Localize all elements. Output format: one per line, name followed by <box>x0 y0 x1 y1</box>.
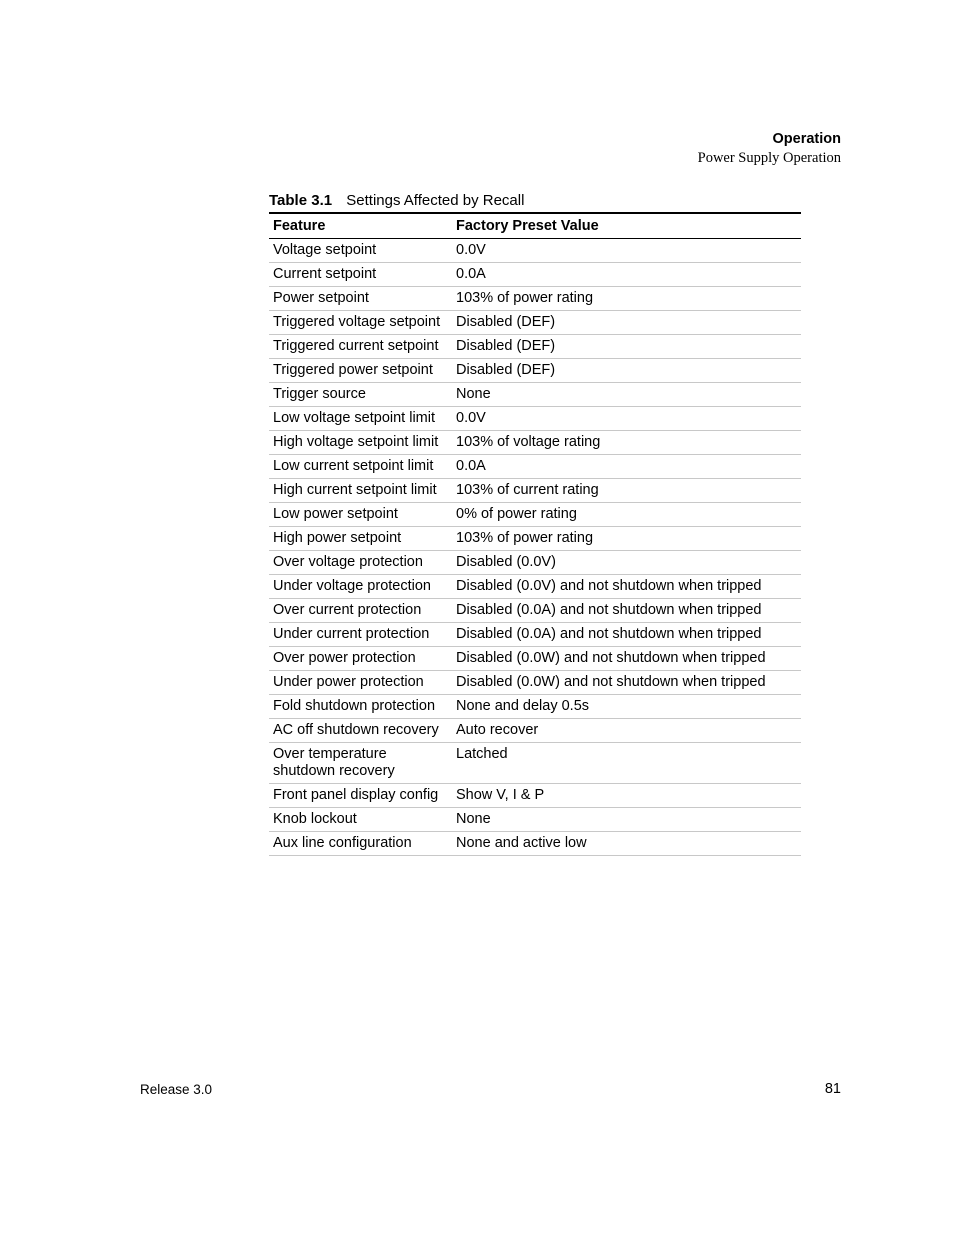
value-cell: 0.0V <box>452 239 801 263</box>
value-cell: 103% of current rating <box>452 479 801 503</box>
feature-cell: Low current setpoint limit <box>269 455 452 479</box>
table-row <box>269 479 801 503</box>
feature-cell: Current setpoint <box>269 263 452 287</box>
value-cell: 103% of voltage rating <box>452 431 801 455</box>
table-row <box>269 311 801 335</box>
value-cell: Disabled (0.0A) and not shutdown when tripped <box>452 623 801 647</box>
value-cell: Disabled (0.0V) and not shutdown when tripped <box>452 575 801 599</box>
table-row <box>269 287 801 311</box>
value-cell: None <box>452 808 801 832</box>
table-caption-title: Settings Affected by Recall <box>346 192 525 209</box>
table-row <box>269 503 801 527</box>
feature-cell: Voltage setpoint <box>269 239 452 263</box>
value-cell: 0.0V <box>452 407 801 431</box>
table-row <box>269 263 801 287</box>
table-row <box>269 335 801 359</box>
table-row <box>269 239 801 263</box>
feature-cell: Power setpoint <box>269 287 452 311</box>
table-row <box>269 455 801 479</box>
value-cell: Disabled (DEF) <box>452 311 801 335</box>
table-row <box>269 671 801 695</box>
value-cell: None and delay 0.5s <box>452 695 801 719</box>
feature-cell: High voltage setpoint limit <box>269 431 452 455</box>
table-row <box>269 575 801 599</box>
feature-cell: Aux line configuration <box>269 832 452 856</box>
table-row <box>269 647 801 671</box>
table-row <box>269 527 801 551</box>
value-cell: Disabled (DEF) <box>452 359 801 383</box>
column-header-feature: Feature <box>269 213 452 239</box>
table-row <box>269 407 801 431</box>
feature-cell: Under current protection <box>269 623 452 647</box>
value-cell: Disabled (0.0V) <box>452 551 801 575</box>
table-caption-number: Table 3.1 <box>269 192 333 209</box>
column-header-value: Factory Preset Value <box>452 213 801 239</box>
table-header-row <box>269 213 801 239</box>
table-row <box>269 832 801 856</box>
table-caption <box>269 192 524 209</box>
value-cell: 103% of power rating <box>452 287 801 311</box>
value-cell: 0.0A <box>452 263 801 287</box>
table-row <box>269 784 801 808</box>
feature-cell: Under voltage protection <box>269 575 452 599</box>
feature-cell: High current setpoint limit <box>269 479 452 503</box>
table-row <box>269 599 801 623</box>
feature-cell: Knob lockout <box>269 808 452 832</box>
feature-cell: Low power setpoint <box>269 503 452 527</box>
table-row <box>269 623 801 647</box>
release-label: Release 3.0 <box>140 1082 213 1097</box>
table-row <box>269 359 801 383</box>
table-row <box>269 808 801 832</box>
value-cell: Disabled (0.0W) and not shutdown when tripped <box>452 671 801 695</box>
value-cell: Show V, I & P <box>452 784 801 808</box>
value-cell: 0% of power rating <box>452 503 801 527</box>
feature-cell: Over temperature shutdown recovery <box>269 743 452 784</box>
value-cell: 0.0A <box>452 455 801 479</box>
value-cell: 103% of power rating <box>452 527 801 551</box>
table-row <box>269 743 801 784</box>
feature-cell: Triggered current setpoint <box>269 335 452 359</box>
feature-cell: Over current protection <box>269 599 452 623</box>
value-cell: None <box>452 383 801 407</box>
feature-cell: Low voltage setpoint limit <box>269 407 452 431</box>
value-cell: Disabled (0.0W) and not shutdown when tripped <box>452 647 801 671</box>
value-cell: Latched <box>452 743 801 784</box>
table-row <box>269 431 801 455</box>
feature-cell: High power setpoint <box>269 527 452 551</box>
feature-cell: Front panel display config <box>269 784 452 808</box>
value-cell: None and active low <box>452 832 801 856</box>
feature-cell: Fold shutdown protection <box>269 695 452 719</box>
table-row <box>269 695 801 719</box>
section-title: Operation <box>772 131 841 147</box>
page-number: 81 <box>824 1081 841 1097</box>
feature-cell: Trigger source <box>269 383 452 407</box>
value-cell: Auto recover <box>452 719 801 743</box>
table-row <box>269 719 801 743</box>
subsection-title: Power Supply Operation <box>697 150 841 166</box>
feature-cell: Under power protection <box>269 671 452 695</box>
feature-cell: AC off shutdown recovery <box>269 719 452 743</box>
table-row <box>269 383 801 407</box>
value-cell: Disabled (0.0A) and not shutdown when tripped <box>452 599 801 623</box>
value-cell: Disabled (DEF) <box>452 335 801 359</box>
feature-cell: Over power protection <box>269 647 452 671</box>
table-row <box>269 551 801 575</box>
settings-table <box>269 212 801 856</box>
feature-cell: Triggered power setpoint <box>269 359 452 383</box>
feature-cell: Triggered voltage setpoint <box>269 311 452 335</box>
feature-cell: Over voltage protection <box>269 551 452 575</box>
